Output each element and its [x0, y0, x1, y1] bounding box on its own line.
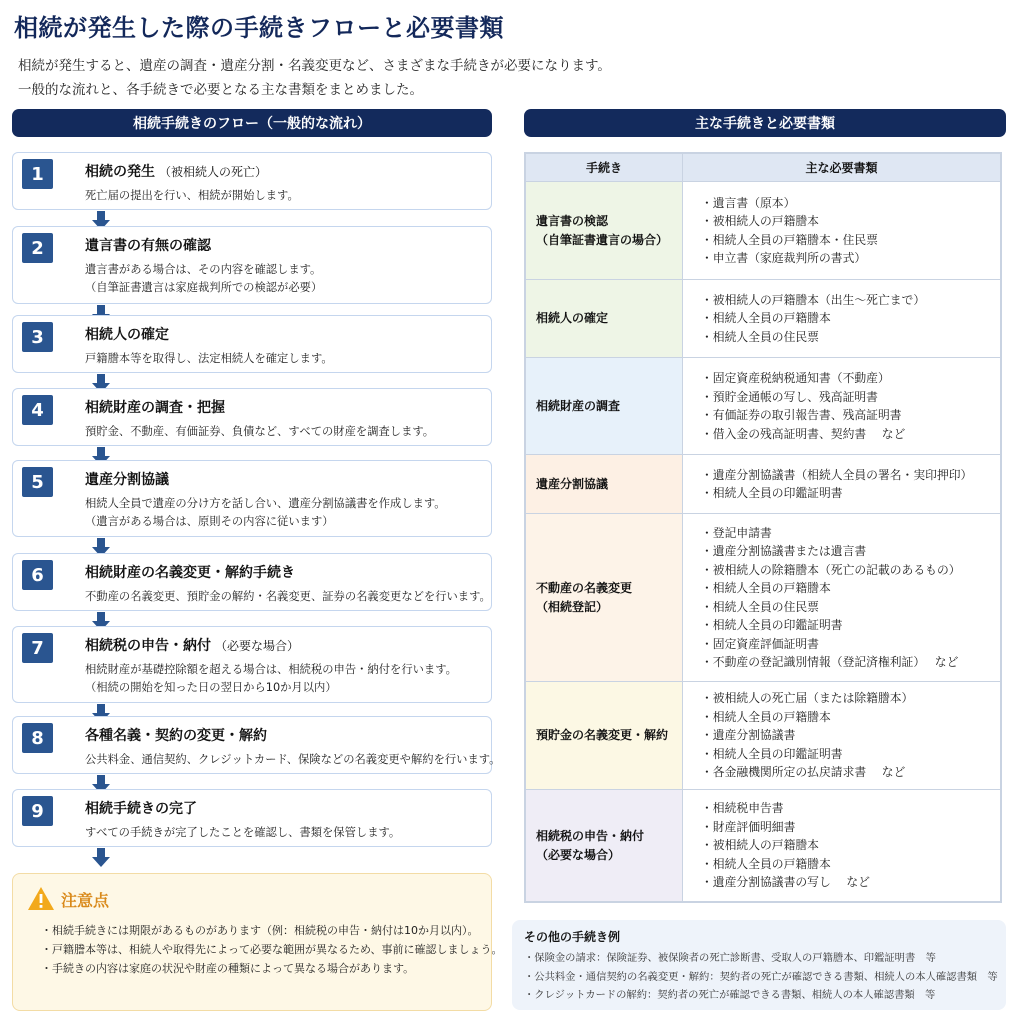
- step-title: [85, 324, 169, 344]
- step-title: [85, 798, 197, 818]
- step-description-line: （相続の開始を知った日の翌日から10か月以内）: [85, 681, 337, 694]
- procedure-name-line: 相続税の申告・納付: [536, 828, 645, 843]
- step-description: [85, 495, 446, 531]
- document-item: ・相続人全員の印鑑証明書: [701, 486, 843, 500]
- step-title: [85, 725, 267, 745]
- document-item: ・遺言書（原本）: [701, 195, 796, 210]
- procedure-cell: [526, 455, 683, 514]
- page-title: 相続が発生した際の手続きフローと必要書類: [14, 14, 504, 42]
- docs-table: [525, 153, 1001, 902]
- step-number-badge: 8: [22, 723, 53, 753]
- table-header-documents: 主な必要書類: [683, 154, 1001, 182]
- step-title-text: 各種名義・契約の変更・解約: [85, 728, 267, 744]
- flow-section-header: 相続手続きのフロー（一般的な流れ）: [12, 109, 492, 137]
- flow-step: [12, 626, 492, 703]
- step-number-badge: 4: [22, 395, 53, 425]
- step-title-text: 遺産分割協議: [85, 472, 169, 488]
- table-row: [526, 182, 1001, 280]
- table-header-procedure: 手続き: [526, 154, 683, 182]
- step-title-text: 遺言書の有無の確認: [85, 238, 211, 254]
- document-item: ・被相続人の戸籍謄本: [701, 838, 819, 853]
- procedure-name-line: （自筆証書遺言の場合）: [536, 232, 669, 247]
- step-title-text: 相続手続きの完了: [85, 801, 197, 817]
- documents-cell: [683, 182, 1001, 280]
- document-item: ・各金融機関所定の払戻請求書 など: [701, 765, 906, 780]
- step-title: [85, 397, 225, 417]
- table-row: [526, 514, 1001, 682]
- step-description: [85, 350, 333, 368]
- step-number-badge: 6: [22, 560, 53, 590]
- documents-cell: [683, 514, 1001, 682]
- step-description: [85, 588, 491, 606]
- other-procedures-box: [512, 920, 1006, 1010]
- document-item: ・被相続人の戸籍謄本: [701, 214, 819, 228]
- document-item: ・遺産分割協議書: [701, 728, 796, 743]
- table-row: [526, 455, 1001, 514]
- step-description-line: 相続人全員で遺産の分け方を話し合い、遺産分割協議書を作成します。: [85, 497, 446, 510]
- procedure-name-line: （相続登記）: [536, 599, 609, 614]
- document-item: ・被相続人の戸籍謄本（出生～死亡まで）: [701, 292, 926, 307]
- document-item: ・相続人全員の戸籍謄本: [701, 856, 831, 871]
- flow-step: [12, 716, 501, 774]
- intro-line: 相続が発生すると、遺産の調査・遺産分割・名義変更など、さまざまな手続きが必要になります。: [18, 58, 611, 74]
- other-procedures-list: [524, 949, 998, 1005]
- document-item: ・申立書（家庭裁判所の書式）: [701, 251, 867, 265]
- document-item: ・登記申請書: [701, 525, 772, 540]
- caution-item: ・相続手続きには期限があるものがあります（例：相続税の申告・納付は10か月以内）。: [41, 924, 479, 937]
- step-description: [85, 751, 500, 769]
- document-item: ・相続人全員の戸籍謄本・住民票: [701, 232, 878, 247]
- docs-section-header: 主な手続きと必要書類: [524, 109, 1006, 137]
- document-item: ・相続人全員の印鑑証明書: [701, 746, 843, 761]
- step-title-text: 相続財産の調査・把握: [85, 400, 225, 416]
- step-description-line: 遺言書がある場合は、その内容を確認します。: [85, 263, 322, 276]
- step-description: [85, 661, 457, 697]
- table-header-row: [526, 154, 1001, 182]
- table-row: [526, 790, 1001, 902]
- document-item: ・借入金の残高証明書、契約書 など: [701, 426, 906, 441]
- documents-cell: [683, 280, 1001, 358]
- step-number-badge: 9: [22, 796, 53, 826]
- step-number-badge: 5: [22, 467, 53, 497]
- procedure-cell: [526, 358, 683, 455]
- flow-step: [12, 152, 492, 210]
- document-item: ・不動産の登記識別情報（登記済権利証） など: [701, 655, 959, 669]
- table-row: [526, 682, 1001, 790]
- intro-line: 一般的な流れと、各手続きで必要となる主な書類をまとめました。: [18, 82, 423, 98]
- step-description: [85, 261, 322, 297]
- step-title-text: 相続税の申告・納付: [85, 638, 211, 654]
- document-item: ・相続税申告書: [701, 801, 784, 816]
- step-number-badge: 7: [22, 633, 53, 663]
- procedure-name-line: 不動産の名義変更: [536, 580, 633, 595]
- procedure-cell: [526, 790, 683, 902]
- other-procedure-item: ・公共料金・通信契約の名義変更・解約：契約者の死亡が確認できる書類、相続人の本人確認書類 等: [524, 970, 998, 983]
- document-item: ・相続人全員の戸籍謄本: [701, 311, 831, 326]
- documents-cell: [683, 682, 1001, 790]
- step-title-note: （必要な場合）: [215, 639, 300, 653]
- step-title: [85, 469, 169, 489]
- step-description-line: 不動産の名義変更、預貯金の解約・名義変更、証券の名義変更などを行います。: [85, 590, 491, 603]
- docs-table-wrap: [524, 152, 1002, 903]
- table-row: [526, 358, 1001, 455]
- procedure-name-line: 遺産分割協議: [536, 476, 609, 491]
- documents-cell: [683, 455, 1001, 514]
- document-item: ・財産評価明細書: [701, 819, 796, 834]
- procedure-name-line: 遺言書の検認: [536, 213, 609, 228]
- step-description: [85, 423, 434, 441]
- document-item: ・相続人全員の住民票: [701, 599, 819, 614]
- document-item: ・遺産分割協議書（相続人全員の署名・実印押印）: [701, 467, 973, 482]
- step-number-badge: 1: [22, 159, 53, 189]
- step-title-text: 相続財産の名義変更・解約手続き: [85, 565, 295, 581]
- caution-box: [12, 873, 503, 1011]
- step-title: [85, 235, 211, 255]
- intro-text: [18, 54, 611, 102]
- procedure-name-line: 相続財産の調査: [536, 398, 621, 413]
- document-item: ・相続人全員の戸籍謄本: [701, 581, 831, 595]
- other-procedures-title: その他の手続き例: [524, 930, 621, 944]
- caution-list: [41, 921, 503, 978]
- procedure-cell: [526, 682, 683, 790]
- step-title-text: 相続の発生: [85, 164, 155, 180]
- flow-step: [12, 460, 492, 537]
- document-item: ・固定資産税納税通知書（不動産）: [701, 371, 890, 385]
- document-item: ・遺産分割協議書の写し など: [701, 875, 870, 890]
- docs-table-body: [526, 182, 1001, 902]
- step-number-badge: 2: [22, 233, 53, 263]
- step-description-line: 公共料金、通信契約、クレジットカード、保険などの名義変更や解約を行います。: [85, 753, 501, 766]
- warning-triangle-icon: [27, 886, 55, 911]
- document-item: ・相続人全員の印鑑証明書: [701, 618, 843, 632]
- document-item: ・有価証券の取引報告書、残高証明書: [701, 408, 902, 422]
- procedure-name-line: 相続人の確定: [536, 311, 609, 325]
- caution-item: ・戸籍謄本等は、相続人や取得先によって必要な範囲が異なるため、事前に確認しましょう。: [41, 943, 503, 956]
- step-title: [85, 635, 299, 655]
- step-description-line: （遺言がある場合は、原則その内容に従います）: [85, 515, 334, 528]
- procedure-name-line: （必要な場合）: [536, 847, 621, 862]
- step-title: [85, 562, 295, 582]
- caution-item: ・手続きの内容は家庭の状況や財産の種類によって異なる場合があります。: [41, 962, 415, 975]
- step-description-line: 戸籍謄本等を取得し、法定相続人を確定します。: [85, 352, 333, 365]
- step-number-badge: 3: [22, 322, 53, 352]
- documents-cell: [683, 790, 1001, 902]
- step-title: [85, 161, 267, 181]
- flow-step: [12, 789, 492, 847]
- procedure-cell: [526, 182, 683, 280]
- table-row: [526, 280, 1001, 358]
- step-description-line: 死亡届の提出を行い、相続が開始します。: [85, 189, 299, 202]
- other-procedure-item: ・クレジットカードの解約：契約者の死亡が確認できる書類、相続人の本人確認書類 等: [524, 989, 936, 1001]
- procedure-name-line: 預貯金の名義変更・解約: [536, 728, 669, 742]
- procedure-cell: [526, 280, 683, 358]
- step-title-note: （被相続人の死亡）: [159, 165, 268, 179]
- caution-title: 注意点: [61, 891, 110, 910]
- down-arrow-icon: [92, 848, 110, 868]
- step-description-line: すべての手続きが完了したことを確認し、書類を保管します。: [85, 826, 401, 839]
- flow-step: [12, 315, 492, 373]
- procedure-cell: [526, 514, 683, 682]
- step-title-text: 相続人の確定: [85, 327, 169, 343]
- document-item: ・相続人全員の戸籍謄本: [701, 709, 831, 724]
- document-item: ・預貯金通帳の写し、残高証明書: [701, 389, 878, 404]
- other-procedure-item: ・保険金の請求：保険証券、被保険者の死亡診断書、受取人の戸籍謄本、印鑑証明書 等: [524, 952, 936, 964]
- flow-step: [12, 388, 492, 446]
- flow-step: [12, 226, 492, 304]
- step-description-line: （自筆証書遺言は家庭裁判所での検認が必要）: [85, 281, 323, 294]
- document-item: ・固定資産評価証明書: [701, 636, 819, 651]
- document-item: ・被相続人の死亡届（または除籍謄本）: [701, 691, 914, 706]
- document-item: ・遺産分割協議書または遺言書: [701, 544, 867, 558]
- step-description: [85, 824, 400, 842]
- step-description: [85, 187, 299, 205]
- flow-step: [12, 553, 492, 611]
- document-item: ・相続人全員の住民票: [701, 329, 819, 344]
- document-item: ・被相続人の除籍謄本（死亡の記載のあるもの）: [701, 562, 961, 577]
- documents-cell: [683, 358, 1001, 455]
- step-description-line: 相続財産が基礎控除額を超える場合は、相続税の申告・納付を行います。: [85, 663, 457, 676]
- step-description-line: 預貯金、不動産、有価証券、負債など、すべての財産を調査します。: [85, 425, 435, 438]
